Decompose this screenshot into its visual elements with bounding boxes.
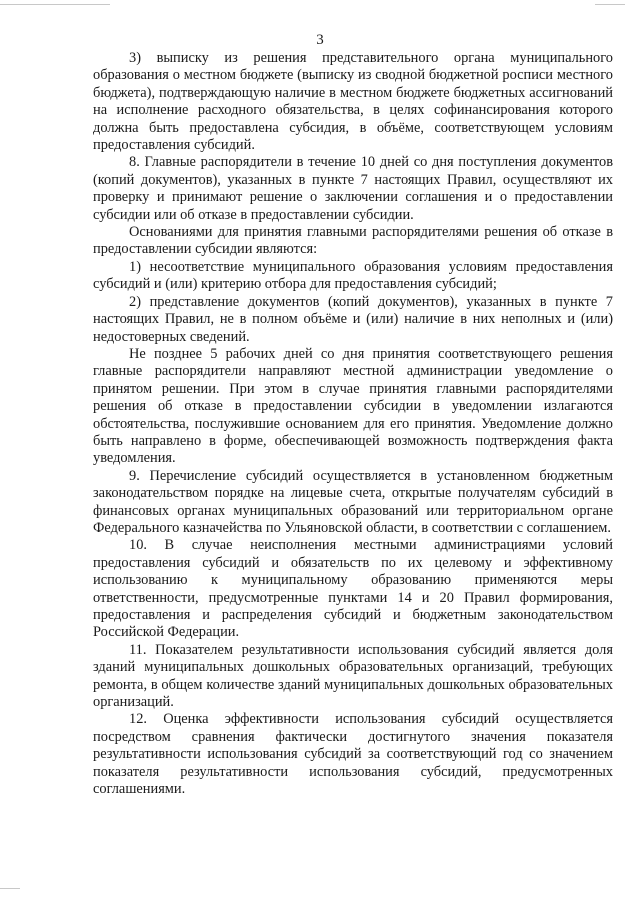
paragraph-refusal-ground-1: 1) несоответствие муниципального образования условиям предоставления субсидий и (или) критерию отбора для предоставления субсидий; bbox=[93, 258, 613, 293]
paragraph-refusal-ground-2: 2) представление документов (копий документов), указанных в пункте 7 настоящих Правил, не в полном объёме и (или) наличие в них неполных и (или) недостоверных сведений. bbox=[93, 293, 613, 345]
paragraph-item-8: 8. Главные распорядители в течение 10 дней со дня поступления документов (копий документов), указанных в пункте 7 настоящих Правил, осуществляют их проверку и принимают решение о заключении соглашения и о предоставлении субсидии или об отказе в предоставлении субсидии. bbox=[93, 154, 613, 223]
paragraph-item-10: 10. В случае неисполнения местными администрациями условий предоставления субсидий и обязательств по их целевому и эффективному использованию к муниципальному образованию применяются меры ответственности, предусмотренные пунктами 14 и 20 Правил формирования, предоставления и распределения субсидий и бюджетным законодательством Российской Федерации. bbox=[93, 537, 613, 641]
scan-artifact-top-left bbox=[0, 4, 110, 5]
paragraph-extract-budget-decision: 3) выписку из решения представительного органа муниципального образования о местном бюджете (выписку из сводной бюджетной росписи местного бюджета), подтверждающую наличие в местном бюджете бюджетных ассигнований на исполнение расходного обязательства, в целях софинансирования которого должна быть предоставлена субсидия, в объёме, соответствующем условиям предоставления субсидий. bbox=[93, 50, 613, 154]
scan-artifact-top-right bbox=[595, 4, 625, 5]
page-number: 3 bbox=[316, 32, 324, 48]
paragraph-item-11: 11. Показателем результативности использования субсидий является доля зданий муниципальных дошкольных образовательных организаций, требующих ремонта, в общем количестве зданий муниципальных дошкольных образовательных организаций. bbox=[93, 641, 613, 711]
paragraph-item-9: 9. Перечисление субсидий осуществляется в установленном бюджетным законодательством порядке на лицевые счета, открытые получателям субсидий в финансовых органах муниципальных образований или территориальном органе Федерального казначейства по Ульяновской области, в соответствии с соглашением. bbox=[93, 467, 613, 536]
document-body bbox=[93, 50, 613, 798]
paragraph-refusal-grounds: Основаниями для принятия главными распорядителями решения об отказе в предоставлении субсидии являются: bbox=[93, 224, 613, 258]
scan-artifact-bottom-left bbox=[0, 888, 20, 889]
paragraph-item-12: 12. Оценка эффективности использования субсидий осуществляется посредством сравнения фактически достигнутого значения показателя результативности использования субсидий за соответствующий год со значением показателя результативности использования субсидий, предусмотренных соглашениями. bbox=[93, 711, 613, 798]
paragraph-notification: Не позднее 5 рабочих дней со дня принятия соответствующего решения главные распорядители направляют местной администрации уведомление о принятом решении. При этом в случае принятия главными распорядителями решения об отказе в предоставлении субсидии в уведомлении излагаются обстоятельства, послужившие основанием для его принятия. Уведомление должно быть направлено в форме, обеспечивающей возможность подтверждения факта уведомления. bbox=[93, 345, 613, 467]
